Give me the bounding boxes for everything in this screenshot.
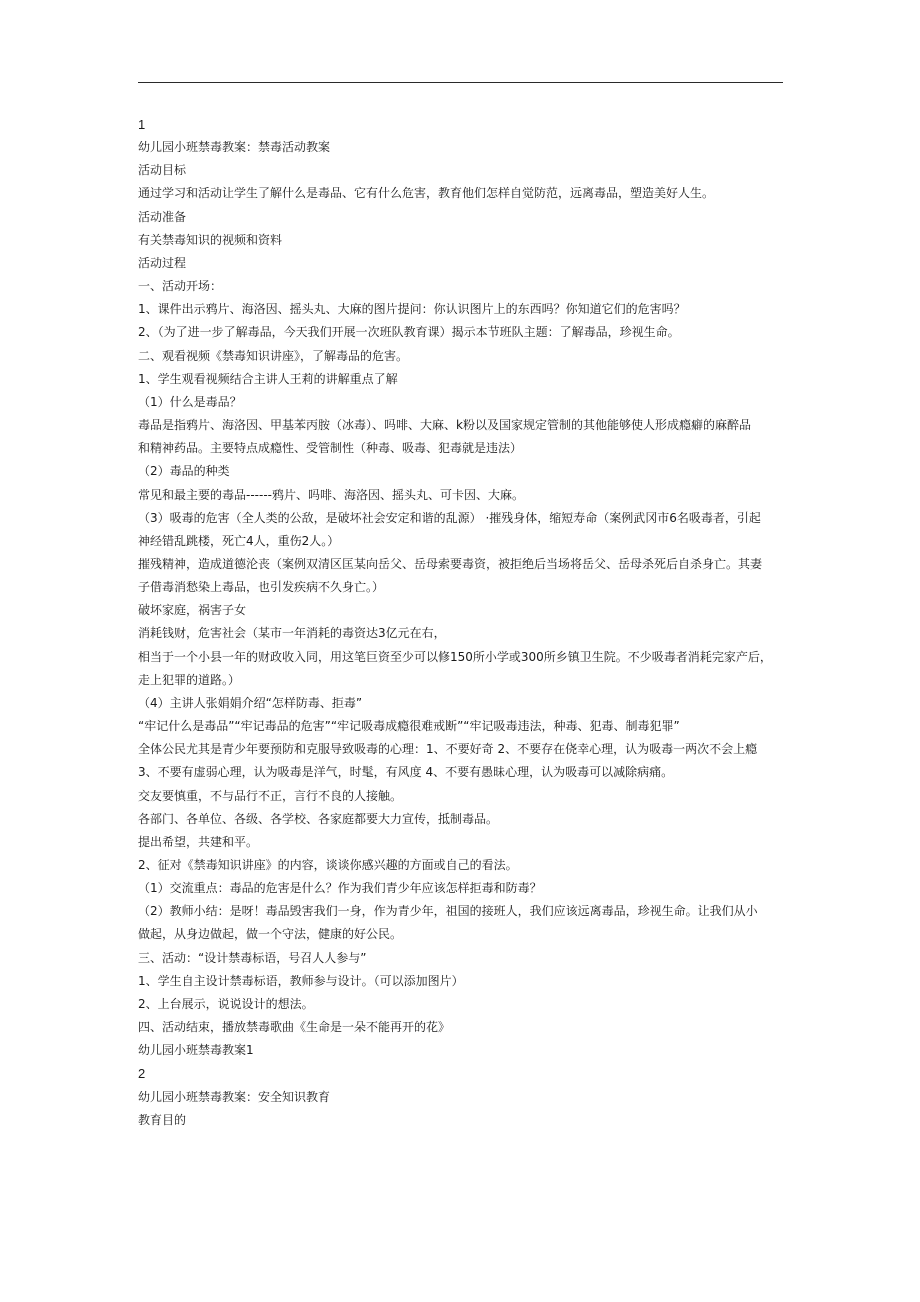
paragraph: 毒品是指鸦片、海洛因、甲基苯丙胺（冰毒）、吗啡、大麻、k粉以及国家规定管制的其他能够使人形成瘾癖的麻醉品 [138,418,751,433]
paragraph: 一、活动开场： [138,279,223,294]
section-heading: 教育目的 [138,1112,187,1127]
paragraph: 走上犯罪的道路。） [138,672,241,687]
paragraph: 2、（为了进一步了解毒品，今天我们开展一次班队教育课）揭示本节班队主题：了解毒品，珍视生命。 [138,325,680,340]
paragraph: 常见和最主要的毒品------鸦片、吗啡、海洛因、摇头丸、可卡因、大麻。 [138,487,524,502]
paragraph: 做起，从身边做起，做一个守法，健康的好公民。 [138,927,403,942]
paragraph: 通过学习和活动让学生了解什么是毒品、它有什么危害，教育他们怎样自觉防范，远离毒品，塑造美好人生。 [138,186,715,201]
paragraph: （4）主讲人张娟娟介绍“怎样防毒、拒毒” [138,695,363,710]
paragraph: 摧残精神，造成道德沦丧（案例双清区匡某向岳父、岳母索要毒资，被拒绝后当场将岳父、岳母杀死后自杀身亡。其妻 [138,556,763,571]
paragraph: 2、征对《禁毒知识讲座》的内容，谈谈你感兴趣的方面或自己的看法。 [138,858,518,872]
paragraph: 3、不要有虚弱心理，认为吸毒是洋气，时髦，有风度 4、不要有愚昧心理，认为吸毒可以减除病痛。 [138,765,674,780]
paragraph: 幼儿园小班禁毒教案1 [138,1043,254,1058]
page-number: 2 [138,1066,146,1082]
paragraph: （1）什么是毒品？ [138,394,242,409]
paragraph: 神经错乱跳楼，死亡4人，重伤2人。） [138,533,340,548]
paragraph: 有关禁毒知识的视频和资料 [138,232,283,247]
paragraph: 全体公民尤其是青少年要预防和克服导致吸毒的心理：1、不要好奇 2、不要存在侥幸心理，认为吸毒一两次不会上瘾 [138,742,758,757]
paragraph: 破坏家庭，祸害子女 [138,603,247,618]
paragraph: 提出希望，共建和平。 [138,834,259,849]
section-heading: 活动准备 [138,209,187,224]
paragraph: 1、课件出示鸦片、海洛因、摇头丸、大麻的图片提问：你认识图片上的东西吗？你知道它们的危害吗？ [138,302,686,317]
document-title: 幼儿园小班禁毒教案：禁毒活动教案 [138,140,331,155]
paragraph: （1）交流重点：毒品的危害是什么？作为我们青少年应该怎样拒毒和防毒？ [138,881,542,896]
paragraph: 子借毒消愁染上毒品，也引发疾病不久身亡。） [138,580,385,595]
paragraph: 三、活动：“设计禁毒标语，号召人人参与” [138,950,367,965]
section-heading: 活动过程 [138,255,187,270]
paragraph: 1、学生观看视频结合主讲人王莉的讲解重点了解 [138,371,398,386]
paragraph: 2、上台展示，说说设计的想法。 [138,996,314,1011]
page-number: 1 [138,117,146,132]
paragraph: “牢记什么是毒品”“牢记毒品的危害”“牢记吸毒成瘾很难戒断”“牢记吸毒违法，种毒、犯毒、制毒犯罪” [138,719,680,734]
section-heading: 活动目标 [138,163,187,178]
paragraph: 各部门、各单位、各级、各学校、各家庭都要大力宣传，抵制毒品。 [138,811,499,826]
document-title: 幼儿园小班禁毒教案：安全知识教育 [138,1089,331,1104]
paragraph: 1、学生自主设计禁毒标语，教师参与设计。（可以添加图片） [138,973,464,988]
paragraph: （3）吸毒的危害（全人类的公敌，是破坏社会安定和谐的乱源） ·摧残身体，缩短寿命（案例武冈市6名吸毒者，引起 [138,510,761,525]
paragraph: 二、观看视频《禁毒知识讲座》，了解毒品的危害。 [138,348,409,363]
paragraph: 消耗钱财，危害社会（某市一年消耗的毒资达3亿元在右， [138,626,446,641]
paragraph: 和精神药品。主要特点成瘾性、受管制性（种毒、吸毒、犯毒就是违法） [138,441,523,456]
paragraph: （2）毒品的种类 [138,464,230,479]
paragraph: 相当于一个小县一年的财政收入同，用这笔巨资至少可以修150所小学或300所乡镇卫生院。不少吸毒者消耗完家产后， [138,649,772,664]
document-body [138,113,790,1132]
header-rule [138,82,783,83]
paragraph: 四、活动结束，播放禁毒歌曲《生命是一朵不能再开的花》 [138,1020,451,1035]
paragraph: 交友要慎重，不与品行不正，言行不良的人接触。 [138,788,403,803]
paragraph: （2）教师小结：是呀！毒品毁害我们一身，作为青少年，祖国的接班人，我们应该远离毒品，珍视生命。让我们从小 [138,904,758,919]
